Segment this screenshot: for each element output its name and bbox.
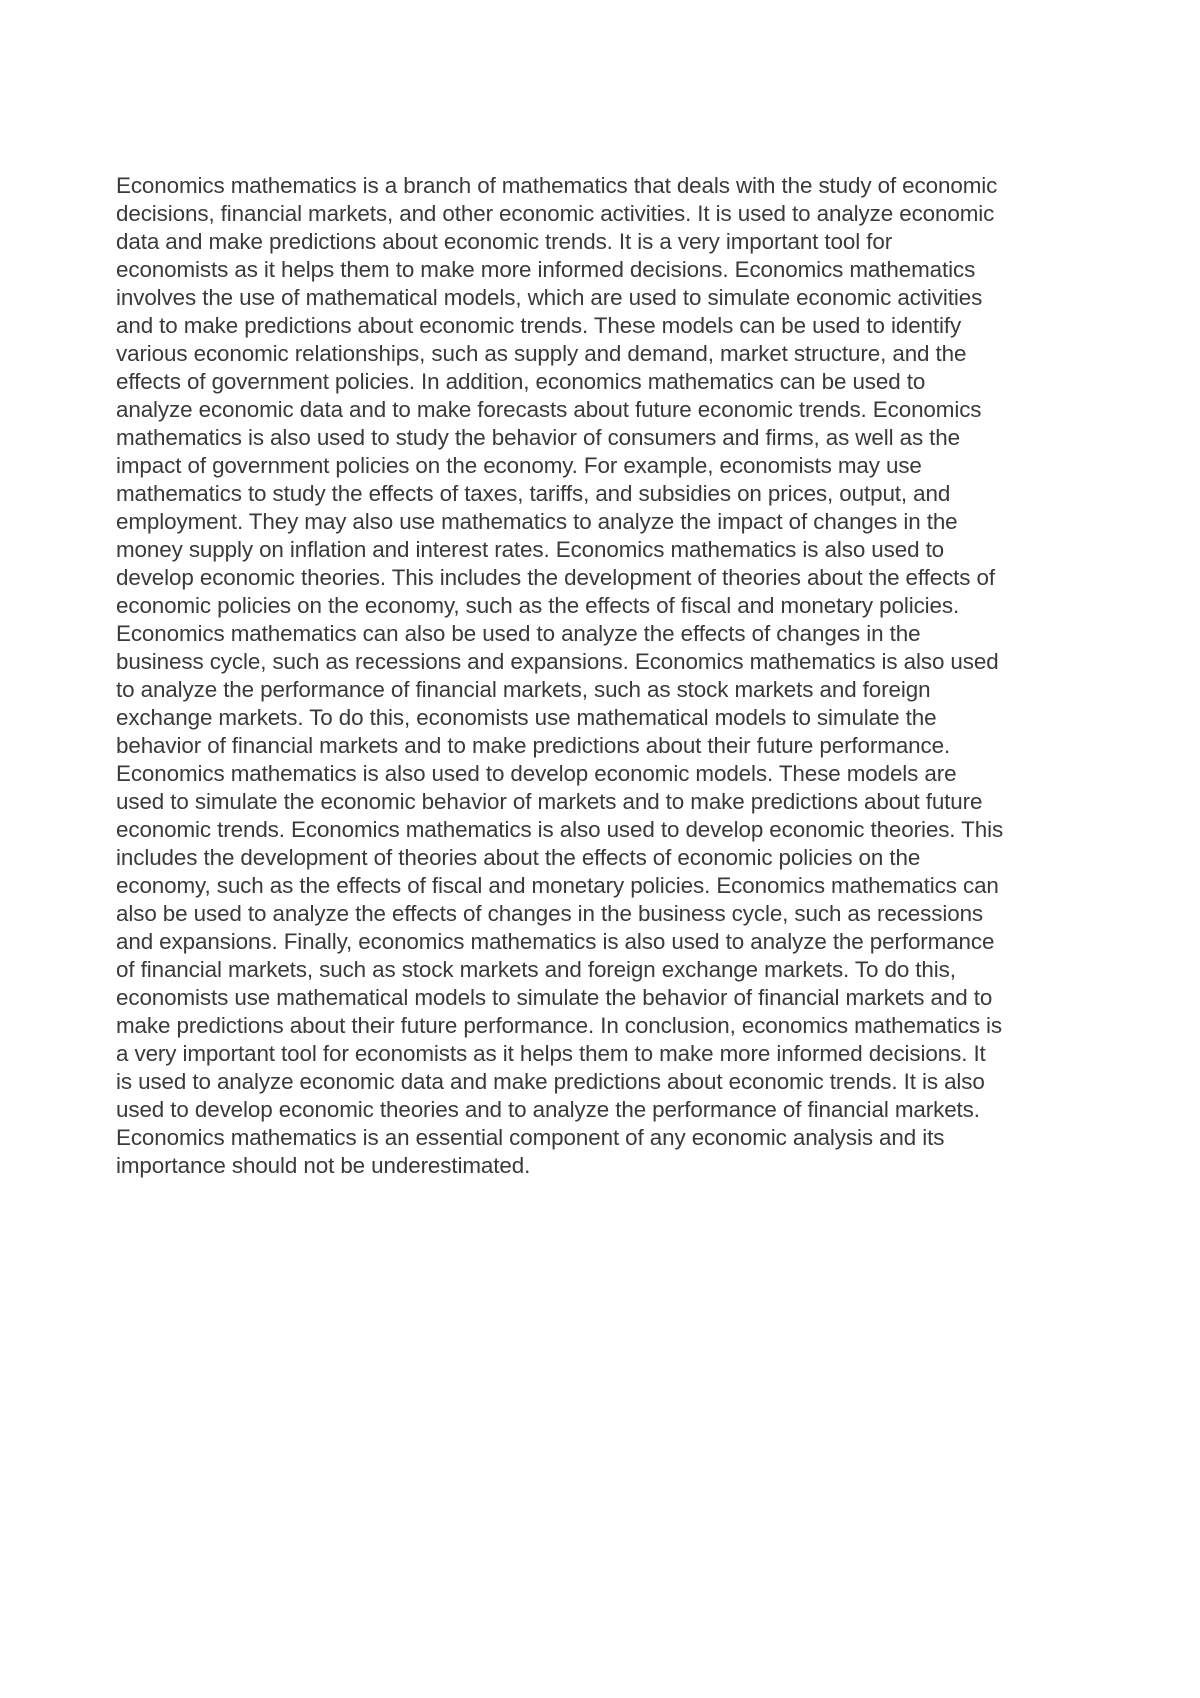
text-line: Economics mathematics can also be used to analyze the effects of changes in the	[116, 621, 921, 646]
body-paragraph	[116, 172, 1116, 1180]
text-line: includes the development of theories about the effects of economic policies on the	[116, 845, 921, 870]
text-line: effects of government policies. In addition, economics mathematics can be used to	[116, 369, 926, 394]
text-line: make predictions about their future performance. In conclusion, economics mathematics is	[116, 1013, 1003, 1038]
text-line: is used to analyze economic data and make predictions about economic trends. It is also	[116, 1069, 985, 1094]
text-line: develop economic theories. This includes the development of theories about the effects of	[116, 565, 995, 590]
text-line: exchange markets. To do this, economists use mathematical models to simulate the	[116, 705, 937, 730]
text-line: business cycle, such as recessions and expansions. Economics mathematics is also used	[116, 649, 999, 674]
text-line: Economics mathematics is also used to develop economic models. These models are	[116, 761, 957, 786]
text-line: decisions, financial markets, and other economic activities. It is used to analyze economic	[116, 201, 995, 226]
text-line: economy, such as the effects of fiscal and monetary policies. Economics mathematics can	[116, 873, 999, 898]
text-line: mathematics is also used to study the behavior of consumers and firms, as well as the	[116, 425, 960, 450]
text-line: mathematics to study the effects of taxes, tariffs, and subsidies on prices, output, and	[116, 481, 951, 506]
text-line: economists as it helps them to make more informed decisions. Economics mathematics	[116, 257, 976, 282]
text-line: economists use mathematical models to simulate the behavior of financial markets and to	[116, 985, 993, 1010]
text-line: and expansions. Finally, economics mathematics is also used to analyze the performance	[116, 929, 995, 954]
text-line: involves the use of mathematical models, which are used to simulate economic activities	[116, 285, 983, 310]
text-line: impact of government policies on the economy. For example, economists may use	[116, 453, 922, 478]
text-line: and to make predictions about economic trends. These models can be used to identify	[116, 313, 962, 338]
text-line: of financial markets, such as stock markets and foreign exchange markets. To do this,	[116, 957, 956, 982]
text-line: also be used to analyze the effects of changes in the business cycle, such as recessions	[116, 901, 984, 926]
text-line: money supply on inflation and interest rates. Economics mathematics is also used to	[116, 537, 945, 562]
text-line: used to develop economic theories and to analyze the performance of financial markets.	[116, 1097, 980, 1122]
text-line: data and make predictions about economic trends. It is a very important tool for	[116, 229, 893, 254]
text-line: used to simulate the economic behavior of markets and to make predictions about future	[116, 789, 983, 814]
text-line: a very important tool for economists as it helps them to make more informed decisions. It	[116, 1041, 986, 1066]
text-line: economic policies on the economy, such as the effects of fiscal and monetary policies.	[116, 593, 960, 618]
text-line: Economics mathematics is an essential component of any economic analysis and its	[116, 1125, 945, 1150]
text-line: analyze economic data and to make forecasts about future economic trends. Economics	[116, 397, 982, 422]
text-line: employment. They may also use mathematics to analyze the impact of changes in the	[116, 509, 958, 534]
text-line: various economic relationships, such as supply and demand, market structure, and the	[116, 341, 967, 366]
text-line: to analyze the performance of financial markets, such as stock markets and foreign	[116, 677, 931, 702]
text-line: importance should not be underestimated.	[116, 1153, 531, 1178]
text-line: behavior of financial markets and to make predictions about their future performance.	[116, 733, 951, 758]
text-line: economic trends. Economics mathematics is also used to develop economic theories. This	[116, 817, 1004, 842]
text-line: Economics mathematics is a branch of mathematics that deals with the study of economic	[116, 173, 998, 198]
